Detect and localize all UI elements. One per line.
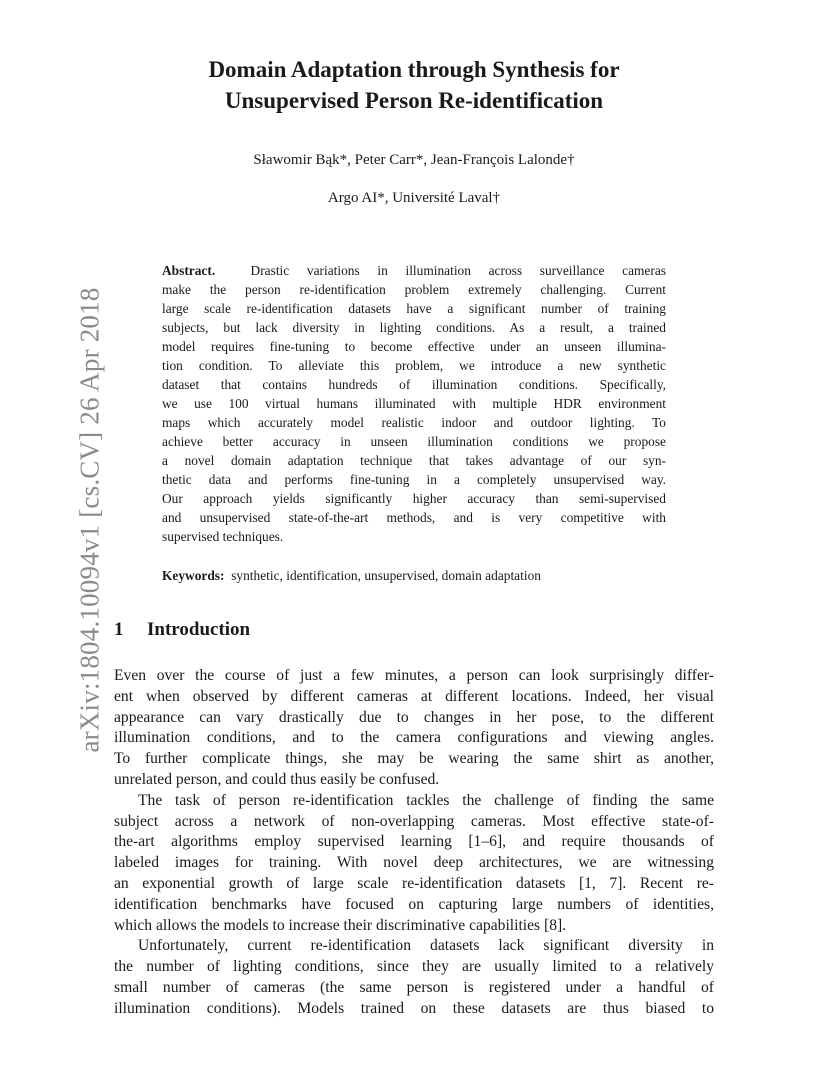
arxiv-identifier-stamp: arXiv:1804.10094v1 [cs.CV] 26 Apr 2018 [74,287,105,753]
keywords-label: Keywords: [162,568,225,583]
paper-title [114,54,714,116]
keywords-block [162,566,666,585]
abstract-line: thetic data and performs fine-tuning in a completely unsupervised way. [162,472,666,487]
abstract-line: achieve better accuracy in unseen illumination conditions we propose [162,434,666,449]
body-line: illumination conditions, and to the camera configurations and viewing angles. [114,729,714,747]
abstract-block [162,261,666,546]
body-line: subject across a network of non-overlapping cameras. Most effective state-of- [114,812,714,830]
body-text [114,666,714,1020]
body-line: appearance can vary drastically due to changes in her pose, to the different [114,708,714,726]
body-line: which allows the models to increase their discriminative capabilities [8]. [114,916,567,934]
author-list: Sławomir Bąk*, Peter Carr*, Jean-François Lalonde† [253,152,575,168]
abstract-line: we use 100 virtual humans illuminated with multiple HDR environment [162,396,666,411]
title-line: Domain Adaptation through Synthesis for [208,57,620,82]
body-line: To further complicate things, she may be wearing the same shirt as another, [114,750,714,768]
abstract-line: and unsupervised state-of-the-art methods, and is very competitive with [162,510,666,525]
body-line: The task of person re-identification tackles the challenge of finding the same [138,791,714,809]
body-line: ent when observed by different cameras at different locations. Indeed, her visual [114,687,714,705]
keywords-text: synthetic, identification, unsupervised, domain adaptation [231,568,541,583]
body-line: labeled images for training. With novel deep architectures, we are witnessing [114,854,714,872]
abstract-line: subjects, but lack diversity in lighting conditions. As a result, a trained [162,320,666,335]
abstract-line: model requires fine-tuning to become effective under an unseen illumina- [162,339,666,354]
body-line: small number of cameras (the same person is registered under a handful of [114,978,714,996]
body-line: an exponential growth of large scale re-identification datasets [1, 7]. Recent re- [114,874,714,892]
abstract-line: a novel domain adaptation technique that takes advantage of our syn- [162,453,666,468]
abstract-line: make the person re-identification problem extremely challenging. Current [162,282,666,297]
abstract-line: Our approach yields significantly higher accuracy than semi-supervised [162,491,666,506]
body-line: the number of lighting conditions, since they are usually limited to a relatively [114,958,714,976]
body-line: Even over the course of just a few minutes, a person can look surprisingly differ- [114,667,714,684]
section-number: 1 [114,619,124,640]
title-line: Unsupervised Person Re-identification [224,88,604,113]
affiliation-list: Argo AI*, Université Laval† [327,190,501,206]
abstract-line: large scale re-identification datasets have a significant number of training [162,301,666,316]
abstract-line [162,261,666,280]
abstract-line: dataset that contains hundreds of illumination conditions. Specifically, [162,377,666,392]
abstract-line: maps which accurately model realistic indoor and outdoor lighting. To [162,415,666,430]
body-line: unrelated person, and could thus easily be confused. [114,770,440,788]
abstract-text: Drastic variations in illumination across surveillance cameras [250,263,666,278]
body-line: the-art algorithms employ supervised learning [1–6], and require thousands of [114,833,714,851]
section-heading [114,619,250,641]
section-title: Introduction [147,619,251,640]
abstract-line: tion condition. To alleviate this problem, we introduce a new synthetic [162,358,666,373]
body-line: identification benchmarks have focused on capturing large numbers of identities, [114,895,714,913]
abstract-label: Abstract. [162,263,216,278]
body-line: illumination conditions). Models trained on these datasets are thus biased to [114,999,714,1017]
body-line: Unfortunately, current re-identification datasets lack significant diversity in [138,937,714,955]
abstract-line: supervised techniques. [162,529,284,544]
